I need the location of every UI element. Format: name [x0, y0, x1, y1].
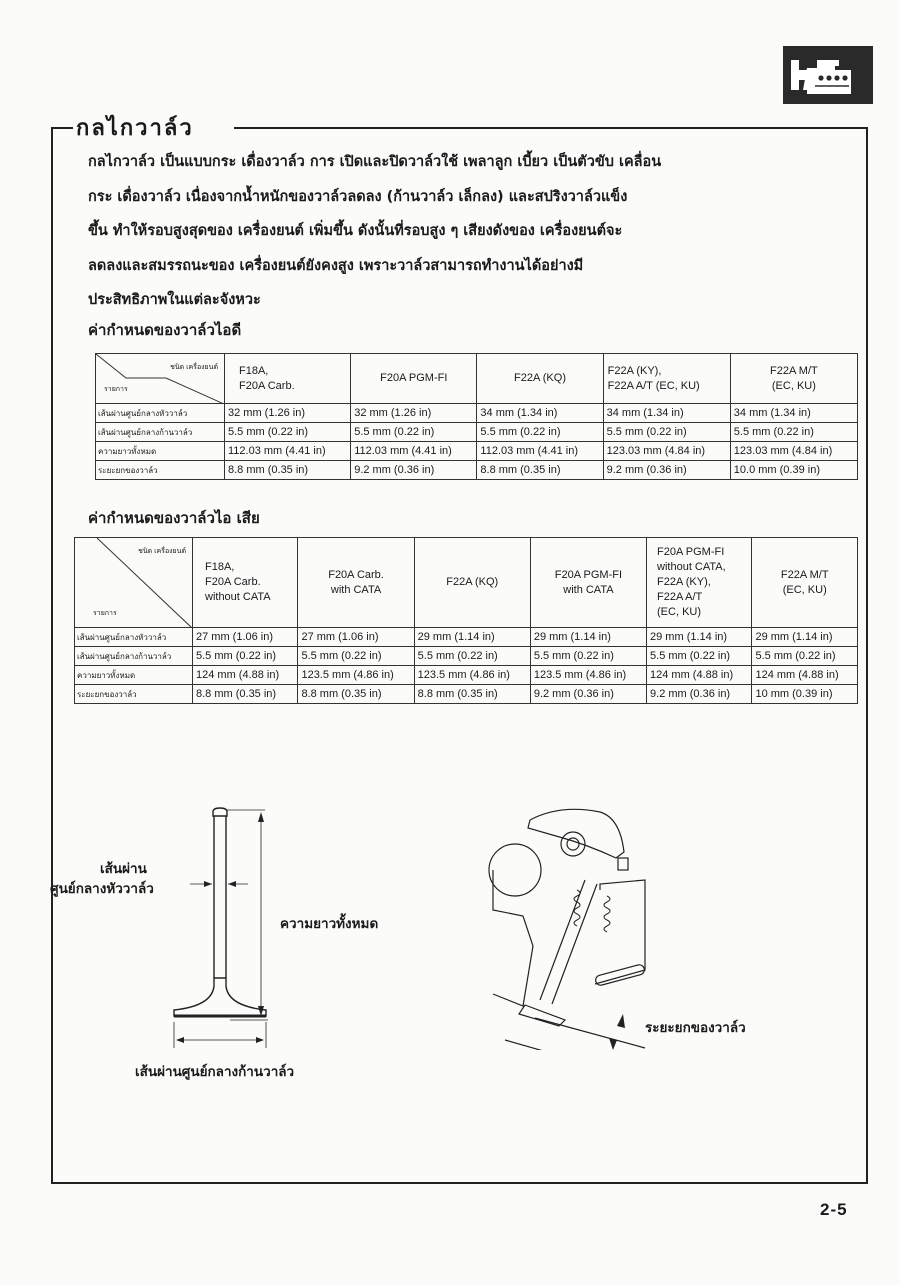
table-cell: 5.5 mm (0.22 in): [351, 423, 477, 442]
valve-lift-label: ระยะยกของวาล์ว: [645, 1020, 746, 1036]
valve-diagram: [170, 800, 290, 1060]
table-cell: 5.5 mm (0.22 in): [647, 647, 752, 666]
table-cell: 34 mm (1.34 in): [477, 404, 603, 423]
table-cell: 123.03 mm (4.84 in): [603, 442, 730, 461]
exhaust-table-title: ค่ากำหนดของวาล์วไอ เสีย: [88, 509, 260, 527]
table-row: [96, 442, 858, 461]
row-label: ระยะยกของวาล์ว: [75, 685, 193, 704]
table-row: [75, 685, 858, 704]
table-cell: 112.03 mm (4.41 in): [225, 442, 351, 461]
overall-length-label: ความยาวทั้งหมด: [280, 916, 379, 932]
row-label: เส้นผ่านศูนย์กลางหัววาล์ว: [96, 404, 225, 423]
table-cell: 123.5 mm (4.86 in): [298, 666, 414, 685]
table-cell: 27 mm (1.06 in): [193, 628, 298, 647]
paragraph-line: ประสิทธิภาพในแต่ละจังหวะ: [88, 292, 261, 308]
intake-valve-spec-table: [95, 353, 858, 480]
table-cell: 5.5 mm (0.22 in): [414, 647, 530, 666]
table-cell: 29 mm (1.14 in): [414, 628, 530, 647]
rocker-arm-diagram: [485, 800, 665, 1050]
lift-arrows: [609, 1014, 625, 1050]
row-label: เส้นผ่านศูนย์กลางก้านวาล์ว: [75, 647, 193, 666]
page-number: 2-5: [820, 1200, 848, 1219]
table-cell: 9.2 mm (0.36 in): [603, 461, 730, 480]
table-cell: 29 mm (1.14 in): [530, 628, 646, 647]
row-label: ความยาวทั้งหมด: [96, 442, 225, 461]
column-header: F20A PGM-FI without CATA, F22A (KY), F22A A/T (EC, KU): [647, 538, 752, 628]
table-cell: 32 mm (1.26 in): [351, 404, 477, 423]
stem-diameter-label: เส้นผ่านศูนย์กลางก้านวาล์ว: [135, 1064, 295, 1080]
paragraph-line: กระ เดื่องวาล์ว เนื่องจากน้ำหนักของวาล์วลดลง (ก้านวาล์ว เล็กลง) และสปริงวาล์วแข็ง: [88, 188, 628, 205]
table-row: [96, 404, 858, 423]
paragraph-line: ขึ้น ทำให้รอบสูงสุดของ เครื่องยนต์ เพิ่มขึ้น ดังนั้นที่รอบสูง ๆ เสียงดังของ เครื่องยนต์จะ: [88, 223, 623, 239]
item-label: รายการ: [93, 610, 117, 617]
frame-top-border: [234, 127, 866, 129]
head-diameter-label: เส้นผ่าน: [100, 861, 147, 877]
row-label: ระยะยกของวาล์ว: [96, 461, 225, 480]
row-label: เส้นผ่านศูนย์กลางหัววาล์ว: [75, 628, 193, 647]
engine-type-label: ชนิด เครื่องยนต์: [138, 548, 186, 555]
head-diameter-label: ศูนย์กลางหัววาล์ว: [50, 881, 154, 897]
row-label: ความยาวทั้งหมด: [75, 666, 193, 685]
column-header: F18A, F20A Carb. without CATA: [193, 538, 298, 628]
table-cell: 9.2 mm (0.36 in): [530, 685, 646, 704]
column-header: F22A (KQ): [414, 538, 530, 628]
table-cell: 8.8 mm (0.35 in): [477, 461, 603, 480]
table-cell: 29 mm (1.14 in): [647, 628, 752, 647]
column-header: F22A (KY), F22A A/T (EC, KU): [603, 354, 730, 404]
table-cell: 123.5 mm (4.86 in): [414, 666, 530, 685]
column-header: F22A M/T (EC, KU): [752, 538, 858, 628]
intake-table-title: ค่ากำหนดของวาล์วไอดี: [88, 321, 242, 339]
item-label: รายการ: [104, 386, 128, 393]
table-cell: 27 mm (1.06 in): [298, 628, 414, 647]
table-cell: 8.8 mm (0.35 in): [193, 685, 298, 704]
column-header: F20A Carb. with CATA: [298, 538, 414, 628]
engine-type-label: ชนิด เครื่องยนต์: [170, 364, 218, 371]
column-header: F22A (KQ): [477, 354, 603, 404]
corner-header: [75, 538, 193, 628]
table-cell: 32 mm (1.26 in): [225, 404, 351, 423]
valve-drawing: [174, 808, 268, 1048]
table-row: [75, 647, 858, 666]
column-header: F20A PGM-FI with CATA: [530, 538, 646, 628]
table-cell: 5.5 mm (0.22 in): [193, 647, 298, 666]
table-cell: 8.8 mm (0.35 in): [225, 461, 351, 480]
table-cell: 5.5 mm (0.22 in): [477, 423, 603, 442]
table-cell: 5.5 mm (0.22 in): [530, 647, 646, 666]
column-header: F18A, F20A Carb.: [225, 354, 351, 404]
dimension-arrows: [176, 812, 264, 1043]
table-cell: 10 mm (0.39 in): [752, 685, 858, 704]
table-cell: 5.5 mm (0.22 in): [603, 423, 730, 442]
description-paragraph: [88, 145, 708, 318]
table-cell: 5.5 mm (0.22 in): [225, 423, 351, 442]
table-cell: 9.2 mm (0.36 in): [351, 461, 477, 480]
column-header: F22A M/T (EC, KU): [730, 354, 857, 404]
table-row: [75, 628, 858, 647]
table-header-row: [75, 538, 858, 628]
table-cell: 34 mm (1.34 in): [730, 404, 857, 423]
section-title: กลไกวาล์ว: [76, 116, 194, 141]
table-cell: 10.0 mm (0.39 in): [730, 461, 857, 480]
table-cell: 8.8 mm (0.35 in): [298, 685, 414, 704]
paragraph-line: ลดลงและสมรรถนะของ เครื่องยนต์ยังคงสูง เพราะวาล์วสามารถทำงานได้อย่างมี: [88, 257, 584, 274]
engine-icon: [783, 46, 873, 104]
table-row: [96, 461, 858, 480]
table-cell: 34 mm (1.34 in): [603, 404, 730, 423]
column-header: F20A PGM-FI: [351, 354, 477, 404]
exhaust-valve-spec-table: [74, 537, 858, 704]
table-cell: 5.5 mm (0.22 in): [752, 647, 858, 666]
frame-top-border: [51, 127, 73, 129]
table-row: [75, 666, 858, 685]
table-cell: 5.5 mm (0.22 in): [298, 647, 414, 666]
table-cell: 123.5 mm (4.86 in): [530, 666, 646, 685]
table-cell: 124 mm (4.88 in): [752, 666, 858, 685]
table-cell: 9.2 mm (0.36 in): [647, 685, 752, 704]
table-cell: 5.5 mm (0.22 in): [730, 423, 857, 442]
table-cell: 29 mm (1.14 in): [752, 628, 858, 647]
corner-header: [96, 354, 225, 404]
table-cell: 124 mm (4.88 in): [647, 666, 752, 685]
table-cell: 112.03 mm (4.41 in): [351, 442, 477, 461]
table-header-row: [96, 354, 858, 404]
table-cell: 112.03 mm (4.41 in): [477, 442, 603, 461]
paragraph-line: กลไกวาล์ว เป็นแบบกระ เดื่องวาล์ว การ เปิดและปิดวาล์วใช้ เพลาลูก เบี้ยว เป็นตัวขับ เคลื่อน: [88, 154, 662, 170]
table-row: [96, 423, 858, 442]
table-cell: 123.03 mm (4.84 in): [730, 442, 857, 461]
table-cell: 124 mm (4.88 in): [193, 666, 298, 685]
row-label: เส้นผ่านศูนย์กลางก้านวาล์ว: [96, 423, 225, 442]
table-cell: 8.8 mm (0.35 in): [414, 685, 530, 704]
